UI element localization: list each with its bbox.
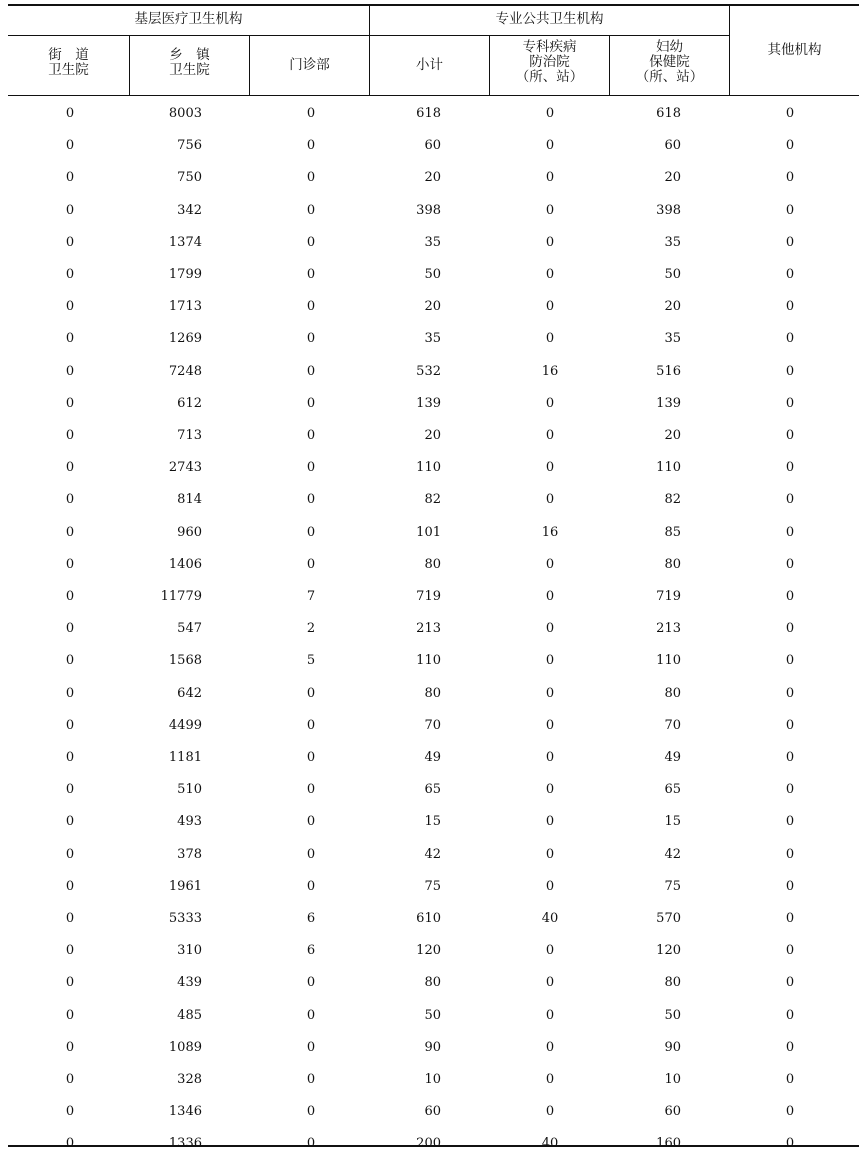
cell-street-hc: 0 [65,492,75,508]
cell-other: 0 [785,717,795,733]
cell-other: 0 [785,428,795,443]
cell-disease-ctrl: 40 [541,911,559,926]
cell-disease-ctrl: 0 [545,653,555,669]
cell-maternal-child: 10 [664,1072,681,1087]
cell-subtotal: 49 [424,750,441,765]
cell-street-hc: 0 [65,395,75,411]
cell-street-hc: 0 [65,170,75,186]
cell-clinic: 0 [306,782,316,798]
cell-township-hc: 493 [177,814,202,830]
cell-maternal-child: 42 [664,846,681,862]
table-row [8,162,859,194]
table-row [8,1032,859,1064]
cell-other: 0 [785,395,795,411]
cell-township-hc: 960 [177,524,202,540]
col-header-maternal-line3: （所、站） [635,69,704,85]
table-row [8,774,859,806]
cell-other: 0 [785,1007,795,1023]
cell-maternal-child: 398 [656,202,681,218]
table-row [8,678,859,710]
cell-subtotal: 50 [424,1007,441,1023]
cell-township-hc: 1568 [168,653,202,669]
cell-township-hc: 510 [177,782,202,798]
cell-disease-ctrl: 0 [545,202,555,218]
cell-maternal-child: 35 [664,331,681,347]
cell-township-hc: 1961 [168,878,202,894]
table-row [8,517,859,549]
cell-street-hc: 0 [65,1007,75,1023]
cell-street-hc: 0 [65,1039,75,1055]
cell-township-hc: 1269 [168,331,202,347]
cell-subtotal: 65 [424,782,441,798]
cell-clinic: 0 [306,685,316,701]
cell-clinic: 0 [306,750,316,765]
cell-subtotal: 20 [424,428,441,443]
cell-township-hc: 1336 [168,1136,202,1152]
cell-street-hc: 0 [65,685,75,701]
cell-township-hc: 8003 [168,106,202,121]
cell-other: 0 [785,878,795,894]
table-row [8,581,859,613]
cell-street-hc: 0 [65,331,75,347]
cell-township-hc: 713 [177,428,202,443]
table-row [8,645,859,677]
cell-street-hc: 0 [65,556,75,572]
cell-street-hc: 0 [65,653,75,669]
table-row [8,935,859,967]
cell-maternal-child: 15 [664,814,681,830]
cell-clinic: 0 [306,975,316,991]
table-row [8,420,859,452]
cell-other: 0 [785,331,795,347]
table-row [8,549,859,581]
cell-subtotal: 213 [416,621,441,637]
cell-subtotal: 20 [424,299,441,315]
cell-clinic: 0 [306,1136,316,1152]
cell-street-hc: 0 [65,782,75,798]
cell-subtotal: 110 [416,653,441,669]
cell-township-hc: 342 [177,202,202,218]
table-row [8,1096,859,1128]
cell-maternal-child: 120 [656,943,681,959]
col-header-clinic: 门诊部 [289,57,330,73]
cell-other: 0 [785,234,795,250]
cell-subtotal: 82 [424,492,441,508]
cell-subtotal: 35 [424,234,441,250]
cell-other: 0 [785,299,795,315]
cell-township-hc: 310 [177,943,202,959]
cell-other: 0 [785,782,795,798]
cell-street-hc: 0 [65,234,75,250]
cell-clinic: 0 [306,267,316,282]
cell-clinic: 0 [306,1072,316,1087]
cell-other: 0 [785,138,795,154]
cell-other: 0 [785,685,795,701]
table-row [8,710,859,742]
col-header-street [8,48,129,78]
cell-street-hc: 0 [65,846,75,862]
cell-other: 0 [785,106,795,121]
cell-clinic: 0 [306,846,316,862]
table-row [8,903,859,935]
cell-street-hc: 0 [65,138,75,154]
col-header-subtotal: 小计 [416,57,443,73]
cell-subtotal: 20 [424,170,441,186]
cell-subtotal: 15 [424,814,441,830]
cell-township-hc: 328 [177,1072,202,1087]
cell-clinic: 0 [306,492,316,508]
cell-other: 0 [785,846,795,862]
cell-street-hc: 0 [65,363,75,379]
cell-maternal-child: 35 [664,234,681,250]
cell-maternal-child: 60 [664,1104,681,1120]
cell-other: 0 [785,1136,795,1152]
cell-clinic: 0 [306,106,316,121]
cell-township-hc: 1406 [168,556,202,572]
cell-maternal-child: 570 [656,911,681,926]
col-header-disease-line1: 专科疾病 [522,39,577,55]
cell-subtotal: 90 [424,1039,441,1055]
cell-disease-ctrl: 0 [545,460,555,476]
table-row [8,259,859,291]
cell-maternal-child: 110 [656,653,681,669]
table-row [8,613,859,645]
cell-street-hc: 0 [65,428,75,443]
cell-other: 0 [785,750,795,765]
cell-disease-ctrl: 16 [541,363,559,379]
cell-township-hc: 1713 [168,299,202,315]
cell-maternal-child: 85 [664,524,681,540]
table-row [8,1000,859,1032]
cell-township-hc: 547 [177,621,202,637]
cell-disease-ctrl: 0 [545,331,555,347]
cell-township-hc: 378 [177,846,202,862]
cell-clinic: 0 [306,524,316,540]
cell-disease-ctrl: 0 [545,234,555,250]
cell-street-hc: 0 [65,106,75,121]
table-row [8,227,859,259]
cell-clinic: 6 [306,911,316,926]
col-header-street-line1: 街 道 [48,47,89,63]
cell-other: 0 [785,943,795,959]
cell-disease-ctrl: 0 [545,1007,555,1023]
cell-disease-ctrl: 0 [545,814,555,830]
cell-township-hc: 7248 [168,363,202,379]
cell-street-hc: 0 [65,878,75,894]
cell-disease-ctrl: 0 [545,589,555,604]
table-row [8,839,859,871]
cell-other: 0 [785,1072,795,1087]
col-header-maternal [610,40,729,85]
table-row [8,806,859,838]
cell-maternal-child: 719 [656,589,681,604]
cell-maternal-child: 20 [664,428,681,443]
cell-disease-ctrl: 0 [545,1072,555,1087]
cell-street-hc: 0 [65,460,75,476]
col-header-disease-line2: 防治院 [529,54,570,70]
cell-disease-ctrl: 0 [545,395,555,411]
cell-subtotal: 80 [424,556,441,572]
cell-other: 0 [785,975,795,991]
cell-subtotal: 110 [416,460,441,476]
cell-clinic: 0 [306,138,316,154]
cell-disease-ctrl: 40 [541,1136,559,1152]
cell-other: 0 [785,267,795,282]
cell-subtotal: 618 [416,106,441,121]
cell-maternal-child: 110 [656,460,681,476]
col-header-maternal-line2: 保健院 [649,54,690,70]
col-header-other: 其他机构 [767,42,822,58]
cell-other: 0 [785,492,795,508]
col-header-maternal-line1: 妇幼 [656,39,683,55]
cell-disease-ctrl: 0 [545,750,555,765]
cell-street-hc: 0 [65,750,75,765]
cell-subtotal: 719 [416,589,441,604]
cell-disease-ctrl: 0 [545,685,555,701]
table-row [8,742,859,774]
table-row [8,195,859,227]
table-top-rule [8,4,859,6]
cell-clinic: 0 [306,1007,316,1023]
cell-street-hc: 0 [65,814,75,830]
table-row [8,291,859,323]
cell-subtotal: 532 [416,363,441,379]
cell-maternal-child: 516 [656,363,681,379]
cell-township-hc: 1181 [168,750,202,765]
cell-street-hc: 0 [65,202,75,218]
cell-maternal-child: 213 [656,621,681,637]
cell-clinic: 6 [306,943,316,959]
table-row [8,323,859,355]
cell-subtotal: 120 [416,943,441,959]
table-row [8,1128,859,1160]
cell-maternal-child: 139 [656,395,681,411]
cell-disease-ctrl: 0 [545,267,555,282]
cell-maternal-child: 50 [664,267,681,282]
cell-maternal-child: 618 [656,106,681,121]
cell-clinic: 0 [306,202,316,218]
cell-maternal-child: 20 [664,170,681,186]
cell-disease-ctrl: 16 [541,524,559,540]
col-header-disease-line3: （所、站） [515,69,584,85]
cell-other: 0 [785,170,795,186]
cell-subtotal: 200 [416,1136,441,1152]
cell-other: 0 [785,1104,795,1120]
cell-clinic: 0 [306,170,316,186]
table-row [8,388,859,420]
col-header-township [130,48,249,78]
cell-clinic: 0 [306,878,316,894]
group-header-primary: 基层医疗卫生机构 [134,11,243,27]
table-row [8,1064,859,1096]
cell-subtotal: 80 [424,975,441,991]
cell-maternal-child: 90 [664,1039,681,1055]
cell-township-hc: 439 [177,975,202,991]
cell-maternal-child: 80 [664,556,681,572]
cell-disease-ctrl: 0 [545,1104,555,1120]
cell-other: 0 [785,524,795,540]
cell-disease-ctrl: 0 [545,975,555,991]
cell-disease-ctrl: 0 [545,621,555,637]
cell-township-hc: 750 [177,170,202,186]
cell-disease-ctrl: 0 [545,717,555,733]
cell-other: 0 [785,621,795,637]
cell-street-hc: 0 [65,975,75,991]
cell-street-hc: 0 [65,911,75,926]
header-bottom-rule [8,95,859,96]
col-header-township-line1: 乡 镇 [169,47,210,63]
col-header-township-line2: 卫生院 [169,62,210,78]
cell-township-hc: 756 [177,138,202,154]
cell-clinic: 0 [306,460,316,476]
cell-disease-ctrl: 0 [545,492,555,508]
cell-subtotal: 50 [424,267,441,282]
table-row [8,871,859,903]
cell-clinic: 0 [306,717,316,733]
cell-maternal-child: 20 [664,299,681,315]
cell-disease-ctrl: 0 [545,299,555,315]
cell-other: 0 [785,814,795,830]
cell-disease-ctrl: 0 [545,846,555,862]
cell-other: 0 [785,363,795,379]
cell-other: 0 [785,1039,795,1055]
cell-other: 0 [785,202,795,218]
cell-maternal-child: 82 [664,492,681,508]
cell-disease-ctrl: 0 [545,943,555,959]
cell-maternal-child: 65 [664,782,681,798]
cell-subtotal: 60 [424,138,441,154]
cell-clinic: 0 [306,556,316,572]
cell-other: 0 [785,460,795,476]
cell-street-hc: 0 [65,589,75,604]
cell-clinic: 7 [306,589,316,604]
cell-street-hc: 0 [65,1104,75,1120]
cell-clinic: 0 [306,1104,316,1120]
cell-clinic: 0 [306,395,316,411]
cell-subtotal: 70 [424,717,441,733]
cell-street-hc: 0 [65,621,75,637]
cell-disease-ctrl: 0 [545,106,555,121]
cell-township-hc: 5333 [168,911,202,926]
cell-disease-ctrl: 0 [545,138,555,154]
table-row [8,452,859,484]
table-row [8,98,859,130]
cell-street-hc: 0 [65,299,75,315]
cell-clinic: 0 [306,1039,316,1055]
table-row [8,130,859,162]
cell-maternal-child: 49 [664,750,681,765]
cell-street-hc: 0 [65,267,75,282]
cell-clinic: 0 [306,234,316,250]
col-header-street-line2: 卫生院 [48,62,89,78]
cell-disease-ctrl: 0 [545,428,555,443]
cell-street-hc: 0 [65,943,75,959]
cell-clinic: 5 [306,653,316,669]
col-header-disease [490,40,609,85]
cell-subtotal: 139 [416,395,441,411]
cell-disease-ctrl: 0 [545,1039,555,1055]
cell-clinic: 0 [306,331,316,347]
cell-disease-ctrl: 0 [545,556,555,572]
cell-street-hc: 0 [65,1072,75,1087]
table-row [8,356,859,388]
cell-township-hc: 612 [177,395,202,411]
cell-clinic: 0 [306,428,316,443]
cell-other: 0 [785,556,795,572]
cell-subtotal: 80 [424,685,441,701]
cell-clinic: 0 [306,299,316,315]
cell-other: 0 [785,589,795,604]
cell-township-hc: 814 [177,492,202,508]
cell-other: 0 [785,911,795,926]
cell-maternal-child: 160 [656,1136,681,1152]
cell-clinic: 0 [306,814,316,830]
cell-disease-ctrl: 0 [545,782,555,798]
cell-subtotal: 610 [416,911,441,926]
cell-subtotal: 75 [424,878,441,894]
table-row [8,967,859,999]
cell-other: 0 [785,653,795,669]
cell-disease-ctrl: 0 [545,878,555,894]
cell-disease-ctrl: 0 [545,170,555,186]
cell-clinic: 2 [306,621,316,637]
cell-township-hc: 485 [177,1007,202,1023]
cell-street-hc: 0 [65,717,75,733]
table-row [8,484,859,516]
cell-maternal-child: 70 [664,717,681,733]
cell-township-hc: 1799 [168,267,202,282]
cell-township-hc: 1346 [168,1104,202,1120]
cell-maternal-child: 80 [664,685,681,701]
cell-township-hc: 642 [177,685,202,701]
group-header-public: 专业公共卫生机构 [495,11,604,27]
cell-maternal-child: 50 [664,1007,681,1023]
cell-street-hc: 0 [65,1136,75,1152]
cell-subtotal: 101 [416,524,441,540]
cell-subtotal: 398 [416,202,441,218]
cell-clinic: 0 [306,363,316,379]
cell-subtotal: 10 [424,1072,441,1087]
cell-township-hc: 1089 [168,1039,202,1055]
cell-township-hc: 4499 [168,717,202,733]
cell-maternal-child: 60 [664,138,681,154]
cell-maternal-child: 75 [664,878,681,894]
cell-subtotal: 35 [424,331,441,347]
cell-maternal-child: 80 [664,975,681,991]
cell-township-hc: 11779 [160,589,202,604]
cell-township-hc: 2743 [168,460,202,476]
cell-subtotal: 60 [424,1104,441,1120]
cell-street-hc: 0 [65,524,75,540]
cell-subtotal: 42 [424,846,441,862]
cell-township-hc: 1374 [168,234,202,250]
